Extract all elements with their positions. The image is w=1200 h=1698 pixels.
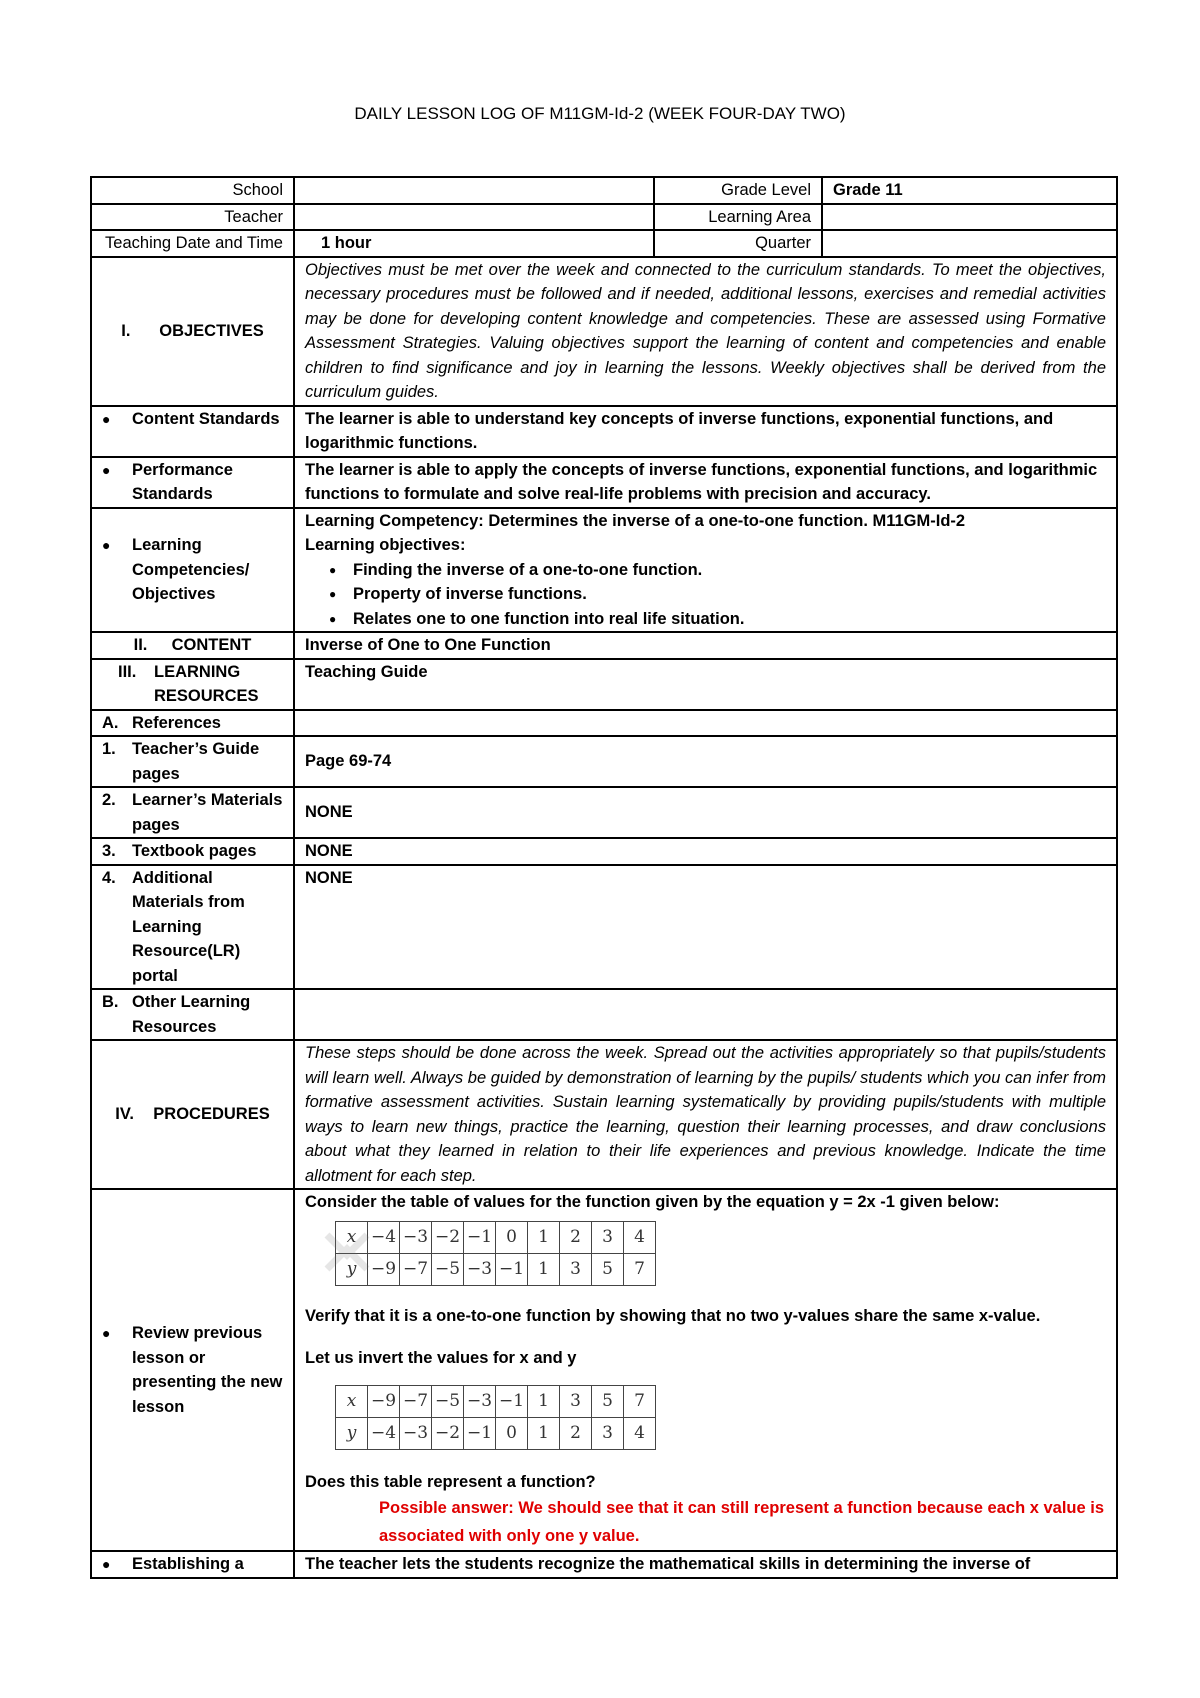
objectives-header: [91, 257, 294, 406]
table-cell: 7: [624, 1253, 656, 1285]
table-cell: 2: [560, 1417, 592, 1449]
content-row: [91, 632, 1117, 659]
question-text: Does this table represent a function?: [305, 1472, 596, 1491]
learners-materials-value: NONE: [294, 787, 1117, 838]
content-value: Inverse of One to One Function: [294, 632, 1117, 659]
references-label: References: [132, 713, 221, 732]
teachers-guide-row: [91, 736, 1117, 787]
textbook-row: [91, 838, 1117, 865]
school-value: [294, 177, 654, 204]
learners-materials-row: [91, 787, 1117, 838]
table-cell: −3: [400, 1417, 432, 1449]
y-label: y: [336, 1417, 368, 1449]
quarter-label: Quarter: [654, 230, 822, 257]
textbook-label: Textbook pages: [132, 842, 257, 860]
procedures-row: [91, 1040, 1117, 1189]
teachers-guide-value: Page 69-74: [294, 736, 1117, 787]
learning-area-label: Learning Area: [654, 204, 822, 231]
table-cell: −4: [368, 1417, 400, 1449]
additional-materials-label: Additional Materials from Learning Resource(LR) portal: [132, 868, 245, 985]
references-num: A.: [102, 713, 119, 732]
teacher-value: [294, 204, 654, 231]
table-cell: 4: [624, 1221, 656, 1253]
performance-standards-row: [91, 457, 1117, 508]
learning-resources-label: LEARNING RESOURCES: [154, 662, 259, 705]
possible-answer: Possible answer: We should see that it can still represent a function because each x value is associated with only one y value.: [379, 1499, 1105, 1545]
performance-standards-label: Performance Standards: [132, 460, 233, 503]
table-cell: 1: [528, 1253, 560, 1285]
table-cell: 7: [624, 1385, 656, 1417]
teacher-row: [91, 204, 1117, 231]
references-value: [294, 710, 1117, 737]
table-cell: 3: [560, 1385, 592, 1417]
table-cell: 3: [592, 1417, 624, 1449]
verify-text: Verify that it is a one-to-one function by showing that no two y-values share the same x-value.: [305, 1306, 1041, 1325]
table-cell: −1: [496, 1385, 528, 1417]
additional-materials-value: NONE: [294, 865, 1117, 990]
x-label: x: [336, 1221, 368, 1253]
teacher-label: Teacher: [91, 204, 294, 231]
bullet-icon: ●: [102, 410, 111, 427]
table-cell: 0: [496, 1221, 528, 1253]
objectives-row: [91, 257, 1117, 406]
objectives-label: OBJECTIVES: [159, 321, 264, 340]
watermark-icon: [322, 1227, 372, 1277]
competency-text: Learning Competency: Determines the inverse of a one-to-one function. M11GM-Id-2: [305, 511, 966, 530]
procedures-text: These steps should be done across the week. Spread out the activities appropriately so that pupils/students will learn well. Always be guided by demonstration of learning by the pupils/ students which you can infer from formative assessment activities. Sustain learning systematically by providing pupils/students with multiple ways to learn new things, practice the learning, question their learning processes, and draw conclusions about what they learned in relation to their life experiences and previous knowledge. Indicate the time allotment for each step.: [294, 1040, 1117, 1189]
date-time-value: 1 hour: [294, 230, 654, 257]
table-cell: −3: [400, 1221, 432, 1253]
content-num: II.: [133, 636, 148, 654]
values-table-inverted: [335, 1385, 656, 1450]
table-cell: 4: [624, 1417, 656, 1449]
establishing-row: [91, 1551, 1117, 1578]
quarter-value: [822, 230, 1117, 257]
table-cell: −2: [432, 1417, 464, 1449]
review-row: [91, 1189, 1117, 1551]
list-item: ● Finding the inverse of a one-to-one function.: [353, 558, 1106, 583]
content-standards-label: Content Standards: [132, 409, 280, 428]
learning-area-value: [822, 204, 1117, 231]
table-cell: 3: [592, 1221, 624, 1253]
learning-resources-value: Teaching Guide: [294, 659, 1117, 710]
review-label: Review previous lesson or presenting the new lesson: [132, 1324, 283, 1416]
table-cell: −9: [368, 1253, 400, 1285]
table-cell: 3: [560, 1253, 592, 1285]
other-resources-row: [91, 989, 1117, 1040]
table-cell: 2: [560, 1221, 592, 1253]
bullet-icon: ●: [102, 537, 111, 553]
table-cell: −1: [496, 1253, 528, 1285]
table-cell: 1: [528, 1385, 560, 1417]
objectives-text: Objectives must be met over the week and connected to the curriculum standards. To meet the objectives, necessary procedures must be followed and if needed, additional lessons, exercises and remedial activities may be done for developing content knowledge and competencies. These are assessed using Formative Assessment Strategies. Valuing objectives support the learning of content and competencies and enable children to find significance and joy in learning the lessons. Weekly objectives shall be derived from the curriculum guides.: [294, 257, 1117, 406]
teachers-guide-num: 1.: [102, 740, 116, 758]
table-cell: −5: [432, 1385, 464, 1417]
other-resources-label: Other Learning Resources: [132, 993, 251, 1036]
performance-standards-text: The learner is able to apply the concepts of inverse functions, exponential functions, and logarithmic functions to formulate and solve real-life problems with precision and accuracy.: [294, 457, 1117, 508]
table-cell: −5: [432, 1253, 464, 1285]
page-title: DAILY LESSON LOG OF M11GM-Id-2 (WEEK FOUR-DAY TWO): [354, 104, 846, 123]
table-cell: −2: [432, 1221, 464, 1253]
table-cell: −9: [368, 1385, 400, 1417]
objectives-num: I.: [121, 321, 131, 340]
table-cell: −7: [400, 1253, 432, 1285]
bullet-icon: ●: [102, 461, 111, 478]
procedures-label: PROCEDURES: [153, 1105, 270, 1124]
school-row: [91, 177, 1117, 204]
x-label: x: [336, 1385, 368, 1417]
learners-materials-label: Learner’s Materials pages: [132, 791, 283, 834]
textbook-value: NONE: [294, 838, 1117, 865]
table-cell: 5: [592, 1385, 624, 1417]
list-item: ● Relates one to one function into real life situation.: [353, 607, 1106, 632]
content-label: CONTENT: [171, 636, 252, 654]
content-standards-row: [91, 406, 1117, 457]
review-cell: [294, 1189, 1117, 1551]
learning-resources-row: [91, 659, 1117, 710]
learners-materials-num: 2.: [102, 791, 116, 809]
table-cell: 0: [496, 1417, 528, 1449]
date-time-row: [91, 230, 1117, 257]
learning-competencies-label: Learning Competencies/ Objectives: [132, 536, 250, 603]
table-cell: −1: [464, 1417, 496, 1449]
table-cell: 1: [528, 1417, 560, 1449]
list-item: ● Property of inverse functions.: [353, 582, 1106, 607]
y-label: y: [336, 1253, 368, 1285]
objectives-list: [305, 558, 1106, 632]
other-resources-value: [294, 989, 1117, 1040]
learning-competencies-row: [91, 508, 1117, 633]
table-cell: −3: [464, 1253, 496, 1285]
table-cell: −3: [464, 1385, 496, 1417]
grade-level-label: Grade Level: [654, 177, 822, 204]
table-cell: −7: [400, 1385, 432, 1417]
table-cell: 5: [592, 1253, 624, 1285]
table-cell: −1: [464, 1221, 496, 1253]
content-standards-text: The learner is able to understand key concepts of inverse functions, exponential functions, and logarithmic functions.: [294, 406, 1117, 457]
establishing-text: The teacher lets the students recognize the mathematical skills in determining the inverse of: [294, 1551, 1117, 1578]
additional-materials-num: 4.: [102, 868, 116, 887]
review-intro: Consider the table of values for the function given by the equation y = 2x -1 given below:: [305, 1193, 1000, 1211]
procedures-num: IV.: [115, 1105, 134, 1124]
lesson-log-table: [90, 176, 1118, 1579]
objectives-heading: Learning objectives:: [305, 536, 466, 554]
invert-text: Let us invert the values for x and y: [305, 1349, 577, 1367]
additional-materials-row: [91, 865, 1117, 990]
references-row: [91, 710, 1117, 737]
school-label: School: [91, 177, 294, 204]
learning-competencies-cell: [294, 508, 1117, 633]
date-time-label: Teaching Date and Time: [91, 230, 294, 257]
textbook-num: 3.: [102, 842, 116, 860]
other-resources-num: B.: [102, 993, 119, 1011]
values-table-original: [335, 1221, 656, 1286]
table-cell: 1: [528, 1221, 560, 1253]
teachers-guide-label: Teacher’s Guide pages: [132, 740, 260, 783]
table-cell: −4: [368, 1221, 400, 1253]
bullet-icon: ●: [102, 1556, 111, 1572]
grade-level-value: Grade 11: [822, 177, 1117, 204]
learning-resources-num: III.: [118, 662, 137, 681]
bullet-icon: ●: [102, 1325, 111, 1341]
establishing-label: Establishing a: [132, 1555, 244, 1573]
